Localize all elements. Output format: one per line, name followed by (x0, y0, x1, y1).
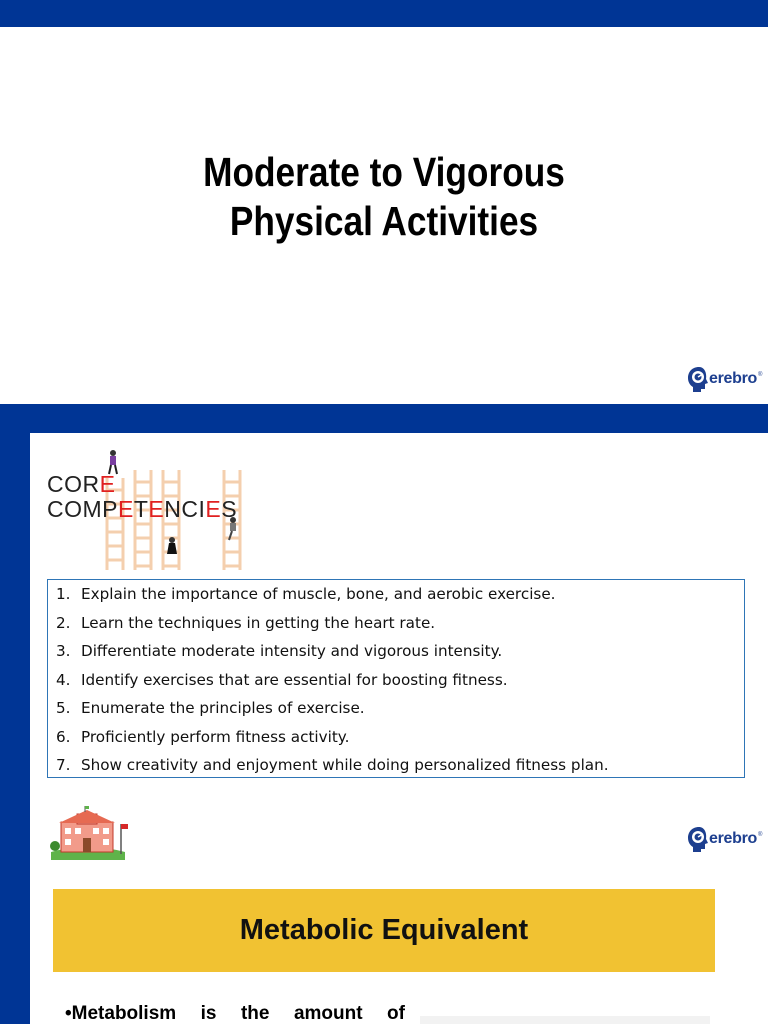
image-placeholder (420, 1016, 710, 1024)
comp-accent-1: E (118, 496, 134, 522)
slide-title (54, 148, 714, 246)
cerebro-logo-2 (686, 825, 762, 853)
bullet-word: •Metabolism (65, 1003, 177, 1024)
comp-text-3: NCI (164, 496, 206, 522)
metabolism-bullet (65, 1003, 405, 1024)
item-text: Enumerate the principles of exercise. (81, 699, 365, 717)
bullet-word: the (240, 1003, 270, 1024)
item-number: 2. (56, 613, 71, 632)
item-number: 5. (56, 699, 71, 717)
competencies-slide (30, 433, 768, 1024)
item-text: Differentiate moderate intensity and vigorous intensity. (81, 642, 503, 660)
list-item (56, 697, 744, 726)
item-number: 7. (56, 756, 71, 774)
title-slide (0, 27, 768, 404)
banner-title: Metabolic Equivalent (239, 914, 529, 946)
comp-accent-2: E (148, 496, 165, 522)
registered-mark: ® (758, 372, 763, 378)
list-item (56, 583, 744, 612)
comp-text-2: T (133, 496, 149, 522)
item-number: 1. (56, 585, 71, 603)
cerebro-logo-text: erebro (709, 370, 757, 387)
comp-text-1: COMP (47, 496, 118, 522)
cerebro-logo-icon (686, 365, 712, 393)
core-accent-letter: E (99, 471, 116, 497)
item-number: 3. (56, 642, 71, 660)
title-line-1: Moderate to Vigorous (203, 149, 565, 195)
bullet-word: of (387, 1003, 405, 1024)
bullet-word: is (200, 1003, 217, 1024)
cerebro-logo-text: erebro (709, 830, 757, 847)
item-text: Show creativity and enjoyment while doing personalized fitness plan. (81, 756, 609, 774)
item-text: Identify exercises that are essential for boosting fitness. (81, 670, 508, 689)
cerebro-logo-icon (686, 825, 712, 853)
core-heading (47, 471, 115, 498)
school-building-icon (47, 806, 129, 860)
item-number: 4. (56, 670, 71, 689)
item-text: Explain the importance of muscle, bone, and aerobic exercise. (81, 585, 556, 603)
core-text: COR (47, 471, 100, 497)
competencies-list (56, 583, 744, 783)
metabolic-banner (53, 889, 715, 972)
registered-mark: ® (758, 832, 763, 838)
list-item (56, 754, 744, 783)
item-number: 6. (56, 727, 71, 746)
list-item (56, 669, 744, 698)
cerebro-logo (686, 365, 762, 393)
list-item (56, 726, 744, 755)
list-item (56, 640, 744, 669)
title-line-2: Physical Activities (229, 198, 539, 244)
item-text: Learn the techniques in getting the heart rate. (81, 613, 436, 632)
item-text: Proficiently perform fitness activity. (81, 727, 350, 746)
list-item (56, 612, 744, 641)
competencies-heading (47, 496, 237, 523)
bullet-word: amount (293, 1003, 363, 1024)
competencies-list-box (47, 579, 745, 778)
comp-text-4: S (221, 496, 238, 522)
comp-accent-3: E (205, 496, 222, 522)
